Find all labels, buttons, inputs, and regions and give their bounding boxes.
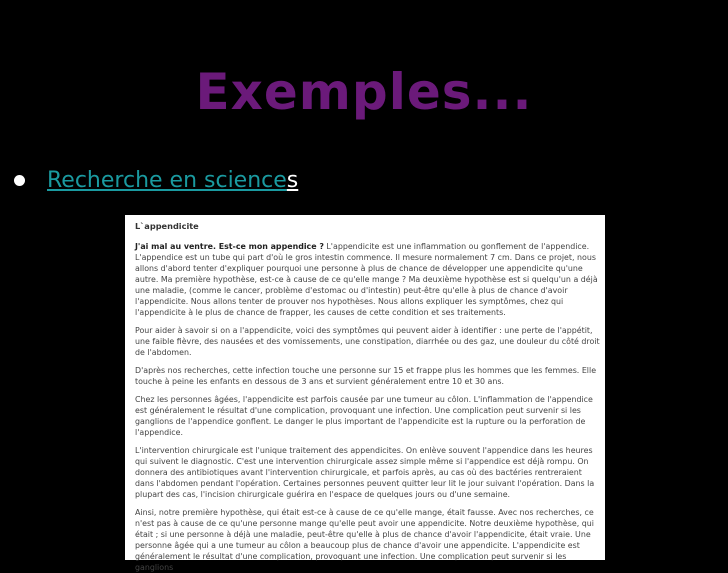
slide-title: Exemples...: [195, 63, 533, 121]
paragraph-text: Chez les personnes âgées, l'appendicite est parfois causée par une tumeur au côlon. L'inflammation de l'appendice est généralement le résultat d'une complication, provoquant une infection. Une complication peut survenir si les ganglions de l'appendice gonflent. Le danger le plus important de l'appendicite est la rupture ou la perforation de l'appendice.: [135, 395, 593, 437]
document-paragraph: [135, 365, 600, 387]
paragraph-text: Pour aider à savoir si on a l'appendicite, voici des symptômes qui peuvent aider à identifier : une perte de l'appétit, une faible fièvre, des nausées et des vomissements, une constipation, diarrhée ou des gaz, une douleur du côté droit de l'abdomen.: [135, 326, 600, 357]
paragraph-text: D'après nos recherches, cette infection touche une personne sur 15 et frappe plus les hommes que les femmes. Elle touche à peine les enfants en dessous de 3 ans et survient généralement entre 10 et 30 ans.: [135, 366, 597, 386]
document-paragraph: [135, 445, 600, 500]
research-link[interactable]: Recherche en science: [47, 168, 287, 193]
document-paragraph: [135, 394, 600, 438]
paragraph-text: L'appendicite est une inflammation ou gonflement de l'appendice. L'appendice est un tube qui part d'où le gros intestin commence. Il mesure normalement 7 cm. Dans ce projet, nous allons d'abord tenter d'expliquer pourquoi une personne à plus de chance de développer une appendicite qu'une autre. Ma première hypothèse, est-ce à cause de ce qu'elle mange ? Ma deuxième hypothèse est si quelqu'un a déjà une maladie, (comme le cancer, problème d'estomac ou d'intestin) peut-être qu'elle à plus de chance d'avoir l'appendicite. Nous allons tenter de prouver nos hypothèses. Nous allons expliquer les symptômes, chez qui l'appendicite à le plus de chance de frapper, les causes de cette condition et ses traitements.: [135, 242, 598, 317]
document-paragraph: [135, 325, 600, 358]
document-screenshot: [125, 215, 605, 572]
bullet-item: [14, 168, 298, 193]
paragraph-question: J'ai mal au ventre. Est-ce mon appendice ?: [135, 242, 324, 251]
bullet-point-icon: [14, 175, 25, 186]
paragraph-text: L'intervention chirurgicale est l'unique traitement des appendicites. On enlève souvent l'appendice dans les heures qui suivent le diagnostic. C'est une intervention chirurgicale assez simple même si l'appendice est déjà rompu. On donnera des antibiotiques avant l'intervention chirurgicale, et parfois après, au cas où des bactéries rentreraient dans l'abdomen pendant l'opération. Certaines personnes peuvent quitter leur lit le jour suivant l'opération. Dans la plupart des cas, l'incision chirurgicale guérira en l'espace de quelques jours ou d'une semaine.: [135, 446, 595, 499]
bullet-text: [47, 168, 298, 193]
research-link-suffix[interactable]: s: [286, 168, 299, 193]
document-paragraph: [135, 241, 600, 318]
paragraph-text: Ainsi, notre première hypothèse, qui était est-ce à cause de ce qu'elle mange, était fausse. Avec nos recherches, ce n'est pas à cause de ce qu'une personne mange qu'elle peut avoir une appendicite. Notre deuxième hypothèse, qui était ; si une personne à déjà une maladie, peut-être qu'elle à plus de chance d'avoir l'appendicite, était vraie. Une personne âgée qui a une tumeur au côlon a beaucoup plus de chance d'avoir une appendicite. L'appendicite est généralement le résultat d'une complication, provoquant une infection. Une complication peut survenir si les ganglions: [135, 508, 594, 572]
document-heading: L`appendicite: [135, 221, 199, 231]
document-paragraph: [135, 507, 600, 573]
